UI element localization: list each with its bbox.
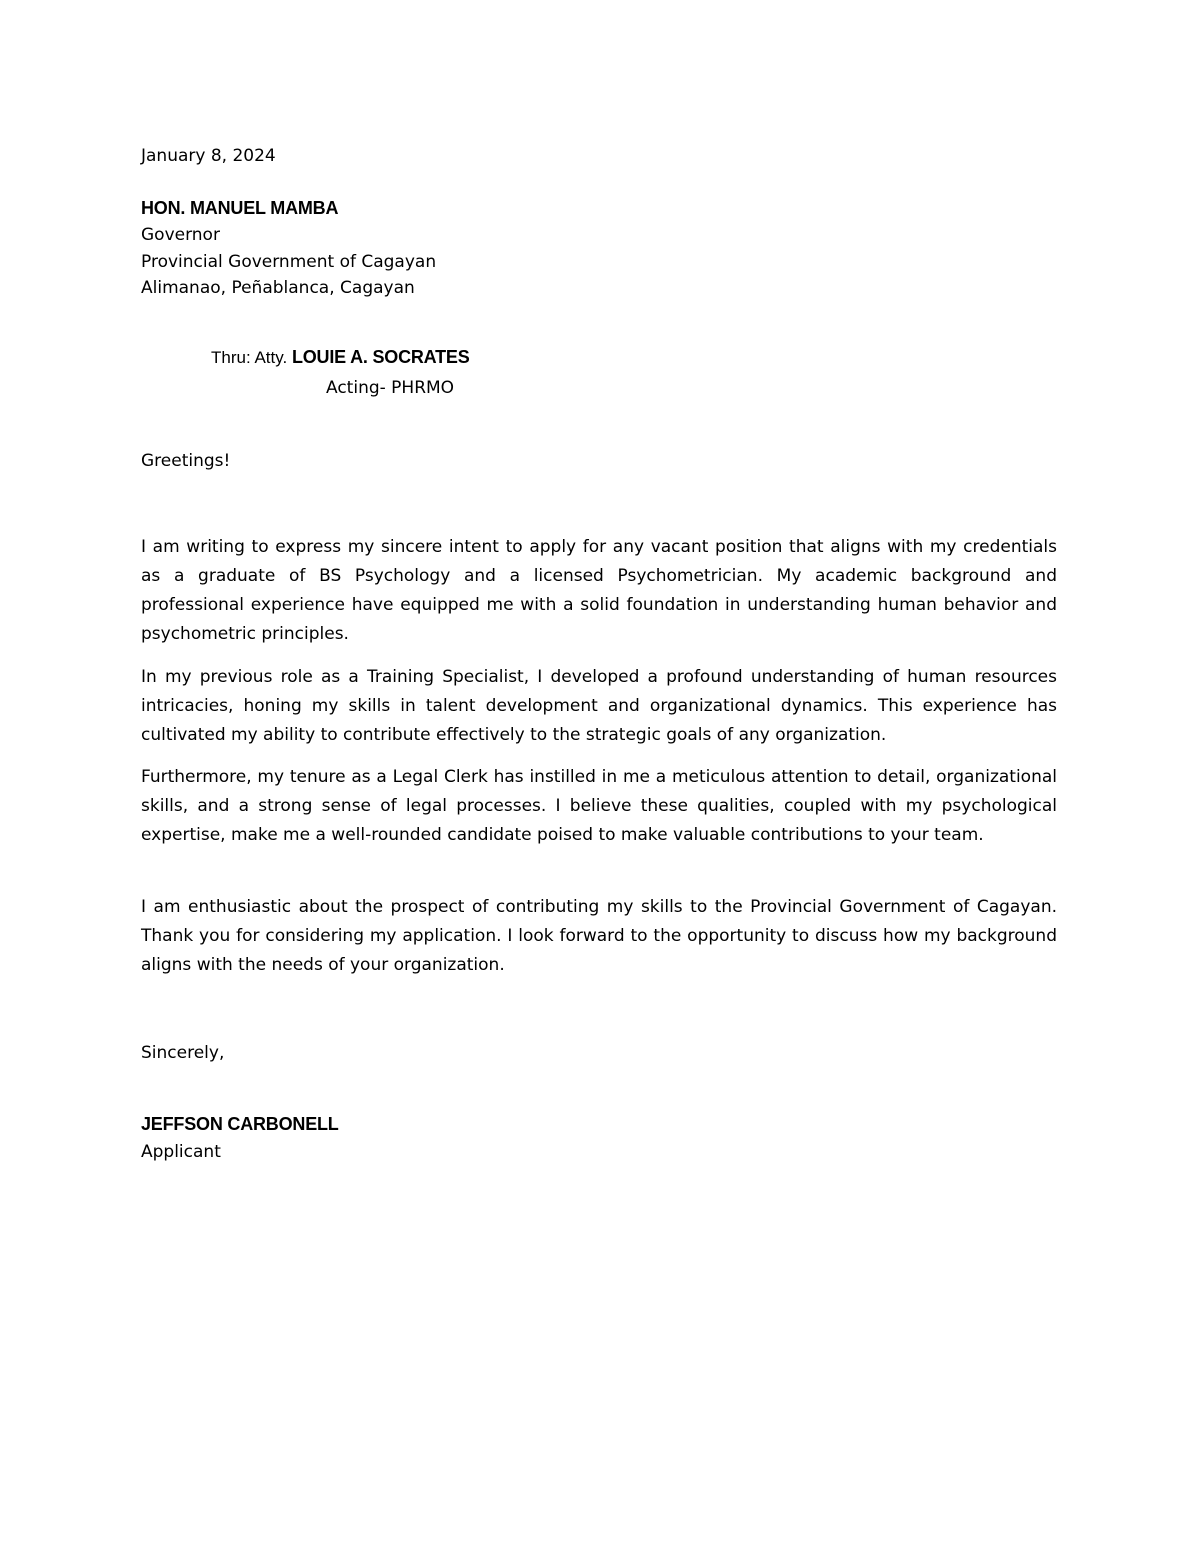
thru-title: Acting- PHRMO (326, 378, 455, 398)
recipient-office: Provincial Government of Cagayan (141, 252, 437, 272)
recipient-name: HON. MANUEL MAMBA (141, 198, 339, 218)
signer-name: JEFFSON CARBONELL (141, 1114, 339, 1134)
recipient-title: Governor (141, 225, 220, 245)
thru-name: LOUIE A. SOCRATES (291, 347, 470, 367)
greeting: Greetings! (141, 451, 231, 471)
body-paragraph-1: I am writing to express my sincere intent to apply for any vacant position that aligns with my credentials as a graduate of BS Psychology and a licensed Psychometrician. My academic background and professional experience have equipped me with a solid foundation in understanding human behavior and psychometric principles. (141, 537, 1057, 644)
letter-date: January 8, 2024 (141, 146, 276, 166)
body-paragraph-3: Furthermore, my tenure as a Legal Clerk has instilled in me a meticulous attention to detail, organizational skills, and a strong sense of legal processes. I believe these qualities, coupled with my psychological expertise, make me a well-rounded candidate poised to make valuable contributions to your team. (141, 767, 1057, 845)
thru-line (211, 344, 470, 371)
closing: Sincerely, (141, 1043, 225, 1063)
body-paragraph-4: I am enthusiastic about the prospect of contributing my skills to the Provincial Government of Cagayan. Thank you for considering my application. I look forward to the opportunity to discuss how my background aligns with the needs of your organization. (141, 897, 1057, 975)
recipient-address: Alimanao, Peñablanca, Cagayan (141, 278, 415, 298)
signer-title: Applicant (141, 1142, 221, 1162)
body-paragraph-2: In my previous role as a Training Specialist, I developed a profound understanding of human resources intricacies, honing my skills in talent development and organizational dynamics. This experience has cultivated my ability to contribute effectively to the strategic goals of any organization. (141, 667, 1057, 745)
thru-prefix: Thru: Atty. (211, 348, 292, 367)
